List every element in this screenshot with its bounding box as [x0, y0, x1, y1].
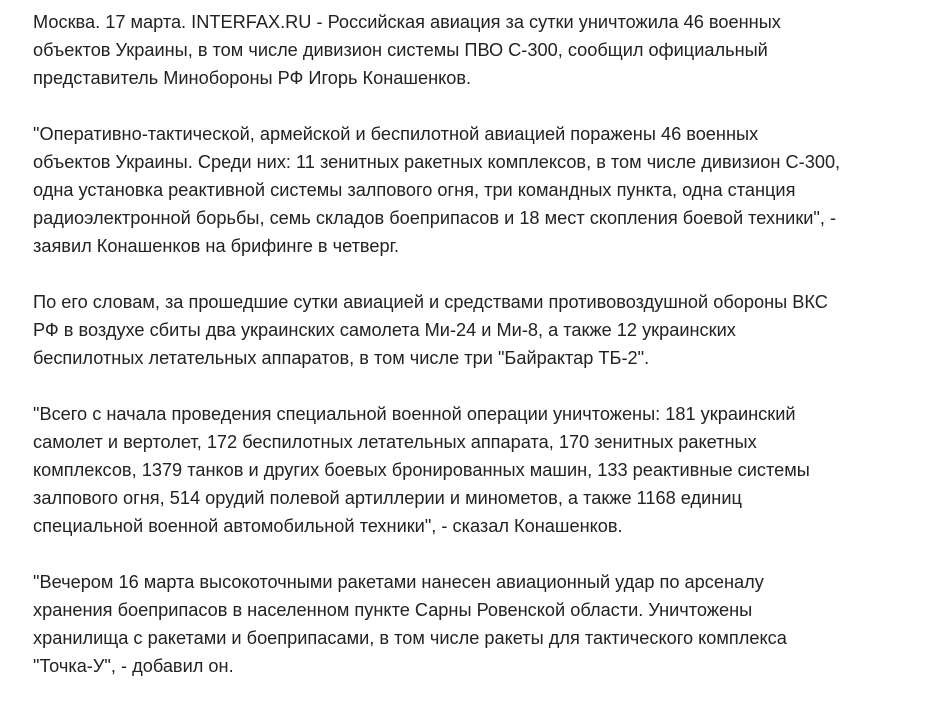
text-line: По его словам, за прошедшие сутки авиацией и средствами противовоздушной обороны ВКС [33, 292, 828, 312]
text-line: представитель Минобороны РФ Игорь Конашенков. [33, 68, 472, 88]
text-line: РФ в воздухе сбиты два украинских самолета Ми-24 и Ми-8, а также 12 украинских [33, 320, 736, 340]
text-line: самолет и вертолет, 172 беспилотных летательных аппарата, 170 зенитных ракетных [33, 432, 757, 452]
text-line: радиоэлектронной борьбы, семь складов боеприпасов и 18 мест скопления боевой техники", - [33, 208, 837, 228]
text-line: "Оперативно-тактической, армейской и беспилотной авиацией поражены 46 военных [33, 124, 759, 144]
text-line: залпового огня, 514 орудий полевой артиллерии и минометов, а также 1168 единиц [33, 488, 742, 508]
text-line: заявил Конашенков на брифинге в четверг. [33, 236, 400, 256]
paragraph-1 [33, 8, 893, 92]
text-line: объектов Украины, в том числе дивизион системы ПВО С-300, сообщил официальный [33, 40, 768, 60]
article-body [33, 8, 893, 708]
paragraph-4 [33, 400, 893, 540]
text-line: объектов Украины. Среди них: 11 зенитных ракетных комплексов, в том числе дивизион С-300, [33, 152, 841, 172]
paragraph-2 [33, 120, 893, 260]
text-line: комплексов, 1379 танков и других боевых бронированных машин, 133 реактивные системы [33, 460, 810, 480]
text-line: беспилотных летательных аппаратов, в том числе три "Байрактар ТБ-2". [33, 348, 650, 368]
paragraph-3 [33, 288, 893, 372]
text-line: "Вечером 16 марта высокоточными ракетами нанесен авиационный удар по арсеналу [33, 572, 764, 592]
text-line: специальной военной автомобильной техники", - сказал Конашенков. [33, 516, 623, 536]
paragraph-5 [33, 568, 893, 680]
text-line: "Точка-У", - добавил он. [33, 656, 234, 676]
text-line: одна установка реактивной системы залпового огня, три командных пункта, одна станция [33, 180, 796, 200]
text-line: хранилища с ракетами и боеприпасами, в том числе ракеты для тактического комплекса [33, 628, 787, 648]
text-line: хранения боеприпасов в населенном пункте Сарны Ровенской области. Уничтожены [33, 600, 753, 620]
text-line: "Всего с начала проведения специальной военной операции уничтожены: 181 украинский [33, 404, 796, 424]
text-line: Москва. 17 марта. INTERFAX.RU - Российская авиация за сутки уничтожила 46 военных [33, 12, 781, 32]
